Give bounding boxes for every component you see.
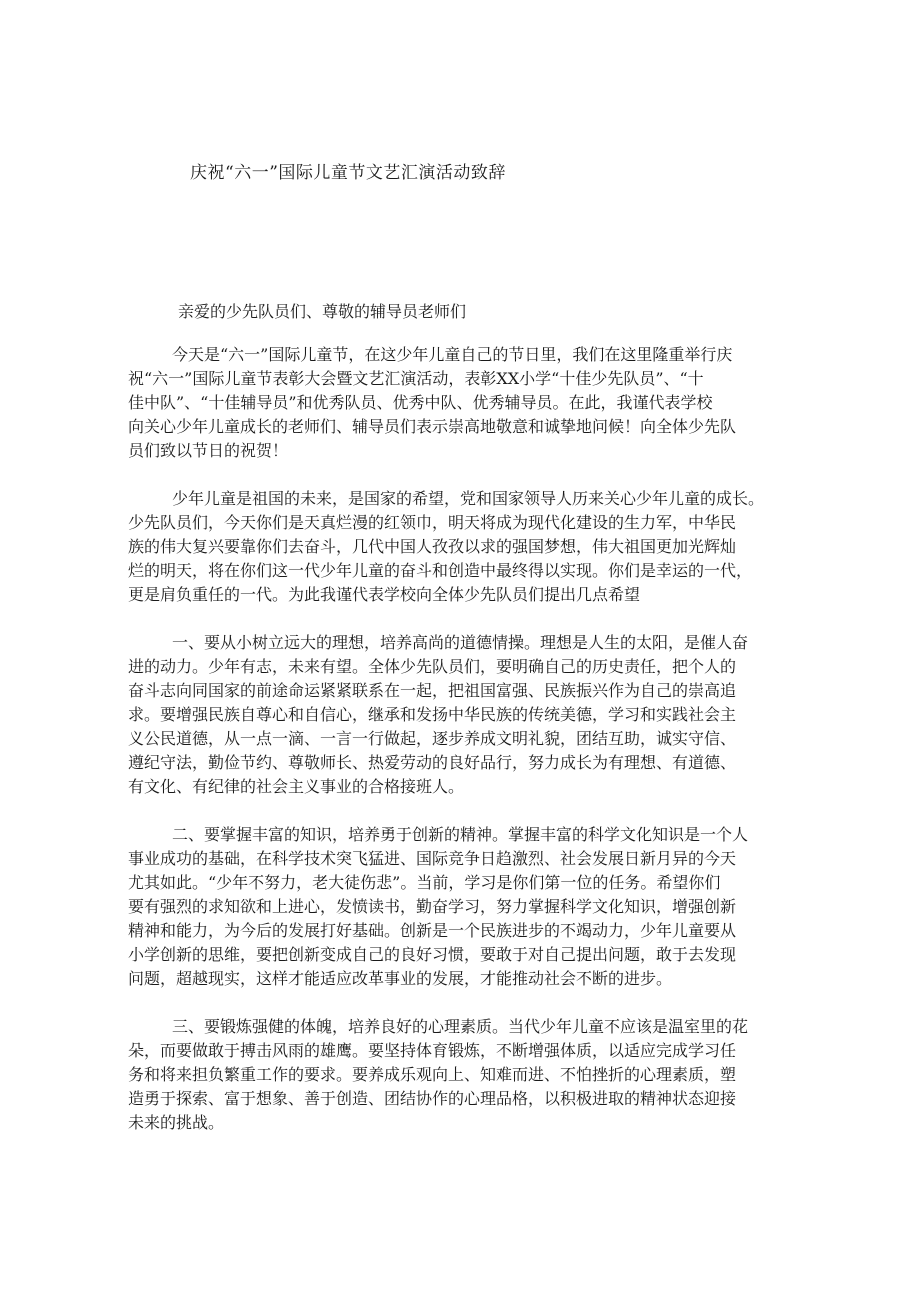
paragraph-line: 奋斗志向同国家的前途命运紧紧联系在一起，把祖国富强、民族振兴作为自己的崇高追 <box>128 681 737 700</box>
paragraph-line: 遵纪守法，勤俭节约、尊敬师长、热爱劳动的良好品行，努力成长为有理想、有道德、 <box>128 753 737 772</box>
paragraph-line: 朵，而要做敢于搏击风雨的雄鹰。要坚持体育锻炼，不断增强体质，以适应完成学习任 <box>128 1041 737 1060</box>
paragraph-line: 三、要锻炼强健的体魄，培养良好的心理素质。当代少年儿童不应该是温室里的花 <box>172 1017 749 1036</box>
paragraph-line: 未来的挑战。 <box>128 1113 225 1132</box>
paragraph-line: 有文化、有纪律的社会主义事业的合格接班人。 <box>128 777 465 796</box>
paragraph-line: 更是肩负重任的一代。为此我谨代表学校向全体少先队员们提出几点希望 <box>128 585 641 604</box>
salutation: 亲爱的少先队员们、尊敬的辅导员老师们 <box>178 302 467 321</box>
paragraph-line: 义公民道德，从一点一滴、一言一行做起，逐步养成文明礼貌，团结互助，诚实守信、 <box>128 729 737 748</box>
paragraph-line: 少年儿童是祖国的未来，是国家的希望，党和国家领导人历来关心少年儿童的成长。 <box>172 489 765 508</box>
paragraph-line: 事业成功的基础，在科学技术突飞猛进、国际竞争日趋激烈、社会发展日新月异的今天 <box>128 849 737 868</box>
paragraph-line: 向关心少年儿童成长的老师们、辅导员们表示崇高地敬意和诚挚地问候！向全体少先队 <box>128 417 737 436</box>
paragraph-line: 务和将来担负繁重工作的要求。要养成乐观向上、知难而进、不怕挫折的心理素质，塑 <box>128 1065 737 1084</box>
document-body <box>128 343 804 1159</box>
paragraph-line: 造勇于探索、富于想象、善于创造、团结协作的心理品格，以积极进取的精神状态迎接 <box>128 1089 737 1108</box>
paragraph-line: 二、要掌握丰富的知识，培养勇于创新的精神。掌握丰富的科学文化知识是一个人 <box>172 825 749 844</box>
paragraph-line: 求。要增强民族自尊心和自信心，继承和发扬中华民族的传统美德，学习和实践社会主 <box>128 705 737 724</box>
paragraph-line: 要有强烈的求知欲和上进心，发愤读书，勤奋学习，努力掌握科学文化知识，增强创新 <box>128 897 737 916</box>
document-title: 庆祝“六一”国际儿童节文艺汇演活动致辞 <box>190 163 506 183</box>
paragraph-1 <box>128 343 804 463</box>
paragraph-line: 一、要从小树立远大的理想，培养高尚的道德情操。理想是人生的太阳，是催人奋 <box>172 633 749 652</box>
paragraph-line: 问题，超越现实，这样才能适应改革事业的发展，才能推动社会不断的进步。 <box>128 969 673 988</box>
paragraph-line: 小学创新的思维，要把创新变成自己的良好习惯，要敢于对自己提出问题，敢于去发现 <box>128 945 737 964</box>
paragraph-4 <box>128 823 804 991</box>
paragraph-line: 员们致以节日的祝贺！ <box>128 441 289 460</box>
paragraph-line: 祝“六一”国际儿童节表彰大会暨文艺汇演活动，表彰XX小学“十佳少先队员”、“十 <box>128 369 704 388</box>
paragraph-line: 今天是“六一”国际儿童节，在这少年儿童自己的节日里，我们在这里隆重举行庆 <box>172 345 733 364</box>
paragraph-line: 尤其如此。“少年不努力，老大徒伤悲”。当前，学习是你们第一位的任务。希望你们 <box>128 873 721 892</box>
paragraph-line: 佳中队”、“十佳辅导员”和优秀队员、优秀中队、优秀辅导员。在此，我谨代表学校 <box>128 393 713 412</box>
paragraph-3 <box>128 631 804 799</box>
paragraph-line: 精神和能力，为今后的发展打好基础。创新是一个民族进步的不竭动力，少年儿童要从 <box>128 921 737 940</box>
paragraph-line: 少先队员们，今天你们是天真烂漫的红领巾，明天将成为现代化建设的生力军，中华民 <box>128 513 737 532</box>
paragraph-line: 烂的明天，将在你们这一代少年儿童的奋斗和创造中最终得以实现。你们是幸运的一代， <box>128 561 753 580</box>
paragraph-line: 进的动力。少年有志，未来有望。全体少先队员们，要明确自己的历史责任，把个人的 <box>128 657 737 676</box>
paragraph-line: 族的伟大复兴要靠你们去奋斗，几代中国人孜孜以求的强国梦想，伟大祖国更加光辉灿 <box>128 537 737 556</box>
paragraph-5 <box>128 1015 804 1135</box>
paragraph-2 <box>128 487 804 607</box>
